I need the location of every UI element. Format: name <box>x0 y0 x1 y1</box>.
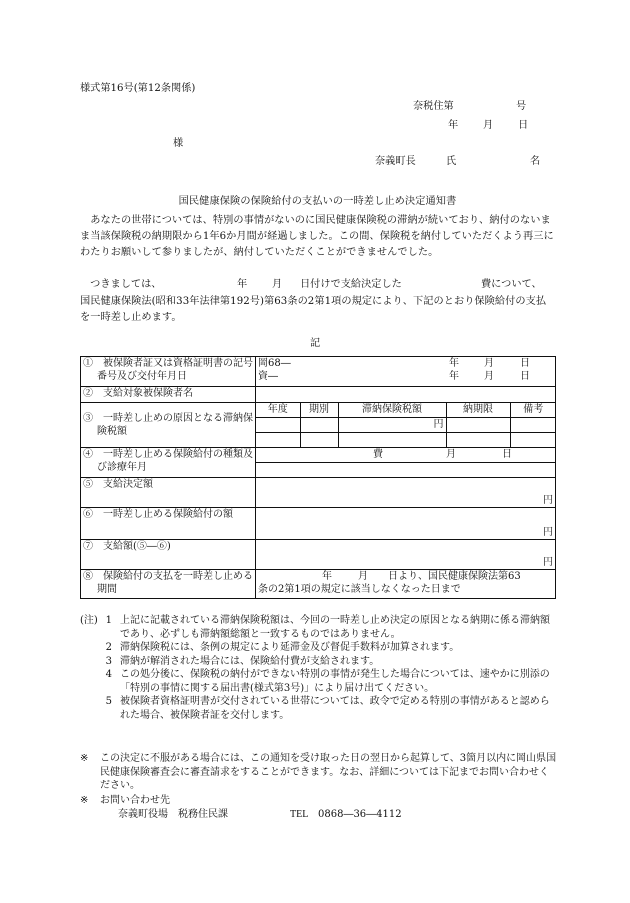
body-paragraph-2-tail: 費について、 <box>481 279 542 290</box>
row6-yen: 円 <box>543 527 553 538</box>
arrears-row <box>256 433 556 448</box>
row7-yen: 円 <box>543 557 553 568</box>
row8-year: 年 <box>322 571 332 582</box>
body-paragraph-1: あなたの世帯については、特別の事情がないのに国民健康保険税の滞納が続いており、納付のないまま当該保険税の納期限から1年6か月間が経過しました。この間、保険税を納付していただくよう再三にわたりお願いして参りましたが、納付していただくことができませんでした。 <box>80 215 554 258</box>
row8-text-line1: 日より、国民健康保険法第63 <box>388 571 521 582</box>
issue-date-month: 月 <box>483 120 494 131</box>
note-item <box>80 668 558 695</box>
row4-benefit-type: 費 <box>373 449 383 460</box>
table-row <box>81 403 556 448</box>
arrears-header-amount: 滞納保険税額 <box>338 403 446 418</box>
row4-month: 月 <box>446 449 456 460</box>
row4-day: 日 <box>502 449 512 460</box>
note-text: 被保険者資格証明書が交付されている世帯については、政令で定める特別の事情があると認められた場合、被保険者証を交付します。 <box>120 696 550 721</box>
details-table <box>80 356 556 599</box>
note-text: 滞納保険税には、条例の規定により延滞金及び督促手数料が加算されます。 <box>120 642 460 653</box>
arrears-header-remarks: 備考 <box>510 403 556 418</box>
table-row <box>81 540 556 570</box>
document-number-suffix: 号 <box>516 101 527 112</box>
contact-office: 奈義町役場 税務住民課 <box>118 809 228 820</box>
issue-date-year: 年 <box>448 120 459 131</box>
arrears-header-fiscal-year: 年度 <box>256 403 300 418</box>
table-row <box>81 570 556 599</box>
appeal-section <box>80 752 558 793</box>
row6-label: ⑥ 一時差し止める保険給付の額 <box>83 509 233 520</box>
arrears-header-due-date: 納期限 <box>446 403 510 418</box>
note-number: 2 <box>105 642 112 653</box>
note-number: 1 <box>105 615 112 626</box>
row1-label: ① 被保険者証又は資格証明書の記号番号及び交付年月日 <box>83 358 253 382</box>
note-number: 3 <box>105 655 112 667</box>
row5-yen: 円 <box>543 495 553 506</box>
row1-day-1: 日 <box>520 358 530 369</box>
body-paragraph-2-mid: 日付けで支給決定した <box>300 279 402 290</box>
note-text: この処分後に、保険税の納付ができない特別の事情が発生した場合については、速やかに別添の「特別の事情に関する届出書(様式第3号)」により届け出てください。 <box>120 669 550 694</box>
body-paragraph-2-lead: つきましては、 <box>80 279 162 290</box>
issuer-name-label: 名 <box>530 156 541 167</box>
note-number: 4 <box>105 669 112 680</box>
addressee-suffix: 様 <box>173 138 184 149</box>
row1-certificate-number: 岡68― <box>258 358 291 369</box>
row1-year-1: 年 <box>449 358 459 369</box>
notes-prefix: (注) <box>80 615 98 626</box>
table-row <box>81 387 556 403</box>
arrears-header-row <box>256 403 556 418</box>
note-text: 上記に記載されている滞納保険税額は、今回の一時差し止め決定の原因となる納期に係る滞納額であり、必ずしも滞納額総額と一致するものではありません。 <box>120 615 550 640</box>
row1-month-1: 月 <box>484 358 494 369</box>
row7-label: ⑦ 支給額(⑤―⑥) <box>83 541 171 552</box>
row4-label: ④ 一時差し止める保険給付の種類及び診療年月 <box>83 449 253 473</box>
contact-section <box>80 794 558 808</box>
table-row <box>81 478 556 508</box>
row2-value <box>256 387 556 403</box>
note-text: 滞納が解消された場合には、保険給付費が支給されます。 <box>120 655 380 667</box>
row1-month-2: 月 <box>484 371 494 382</box>
issue-date-day: 日 <box>518 120 529 131</box>
table-row <box>81 508 556 540</box>
ki-heading: 記 <box>310 338 321 349</box>
row8-label: ⑧ 保険給付の支払を一時差し止める期間 <box>83 571 253 595</box>
issuer-title: 奈義町長 <box>375 156 416 167</box>
appeal-mark: ※ <box>80 753 89 764</box>
row8-month: 月 <box>358 571 368 582</box>
row5-label: ⑤ 支給決定額 <box>83 479 153 490</box>
form-number: 様式第16号(第12条関係) <box>80 83 196 94</box>
contact-mark: ※ <box>80 795 89 806</box>
body-paragraph-2-rest: 国民健康保険法(昭和33年法律第192号)第63条の2第1項の規定により、下記のとおり保険給付の支払を一時差し止めます。 <box>80 296 547 323</box>
table-row <box>81 357 556 387</box>
notes-section <box>80 614 558 722</box>
row8-text-line2: 条の2第1項の規定に該当しなくなった日まで <box>258 584 461 595</box>
body-paragraph-2-year: 年 <box>237 279 248 290</box>
issuer-surname-label: 氏 <box>446 156 457 167</box>
note-item <box>80 695 558 722</box>
appeal-text: この決定に不服がある場合には、この通知を受け取った日の翌日から起算して、3箇月以内に岡山県国民健康保険審査会に審査請求をすることができます。なお、詳細については下記までお問い合わせください。 <box>100 753 557 791</box>
row1-year-2: 年 <box>449 371 459 382</box>
document-number-prefix: 奈税住第 <box>413 101 454 112</box>
note-item <box>80 655 558 669</box>
note-number: 5 <box>105 696 112 707</box>
note-item <box>80 614 558 641</box>
contact-title: お問い合わせ先 <box>100 795 170 806</box>
row4-treatment-line <box>256 463 555 477</box>
body-paragraph-2-month: 月 <box>272 279 283 290</box>
note-item <box>80 641 558 655</box>
contact-tel-label: TEL <box>290 809 309 820</box>
row3-label: ③ 一時差し止めの原因となる滞納保険税額 <box>83 413 253 437</box>
contact-tel-number: 0868―36―4112 <box>318 809 402 820</box>
row2-label: ② 支給対象被保険者名 <box>83 388 193 399</box>
arrears-table <box>256 403 556 447</box>
row1-qualification-number: 資― <box>258 371 278 382</box>
arrears-yen: 円 <box>338 418 446 433</box>
arrears-row <box>256 418 556 433</box>
arrears-header-period: 期別 <box>300 403 338 418</box>
table-row <box>81 448 556 478</box>
row1-day-2: 日 <box>520 371 530 382</box>
document-title: 国民健康保険の保険給付の支払いの一時差し止め決定通知書 <box>178 196 457 207</box>
row4-benefit-type-line <box>256 448 555 463</box>
